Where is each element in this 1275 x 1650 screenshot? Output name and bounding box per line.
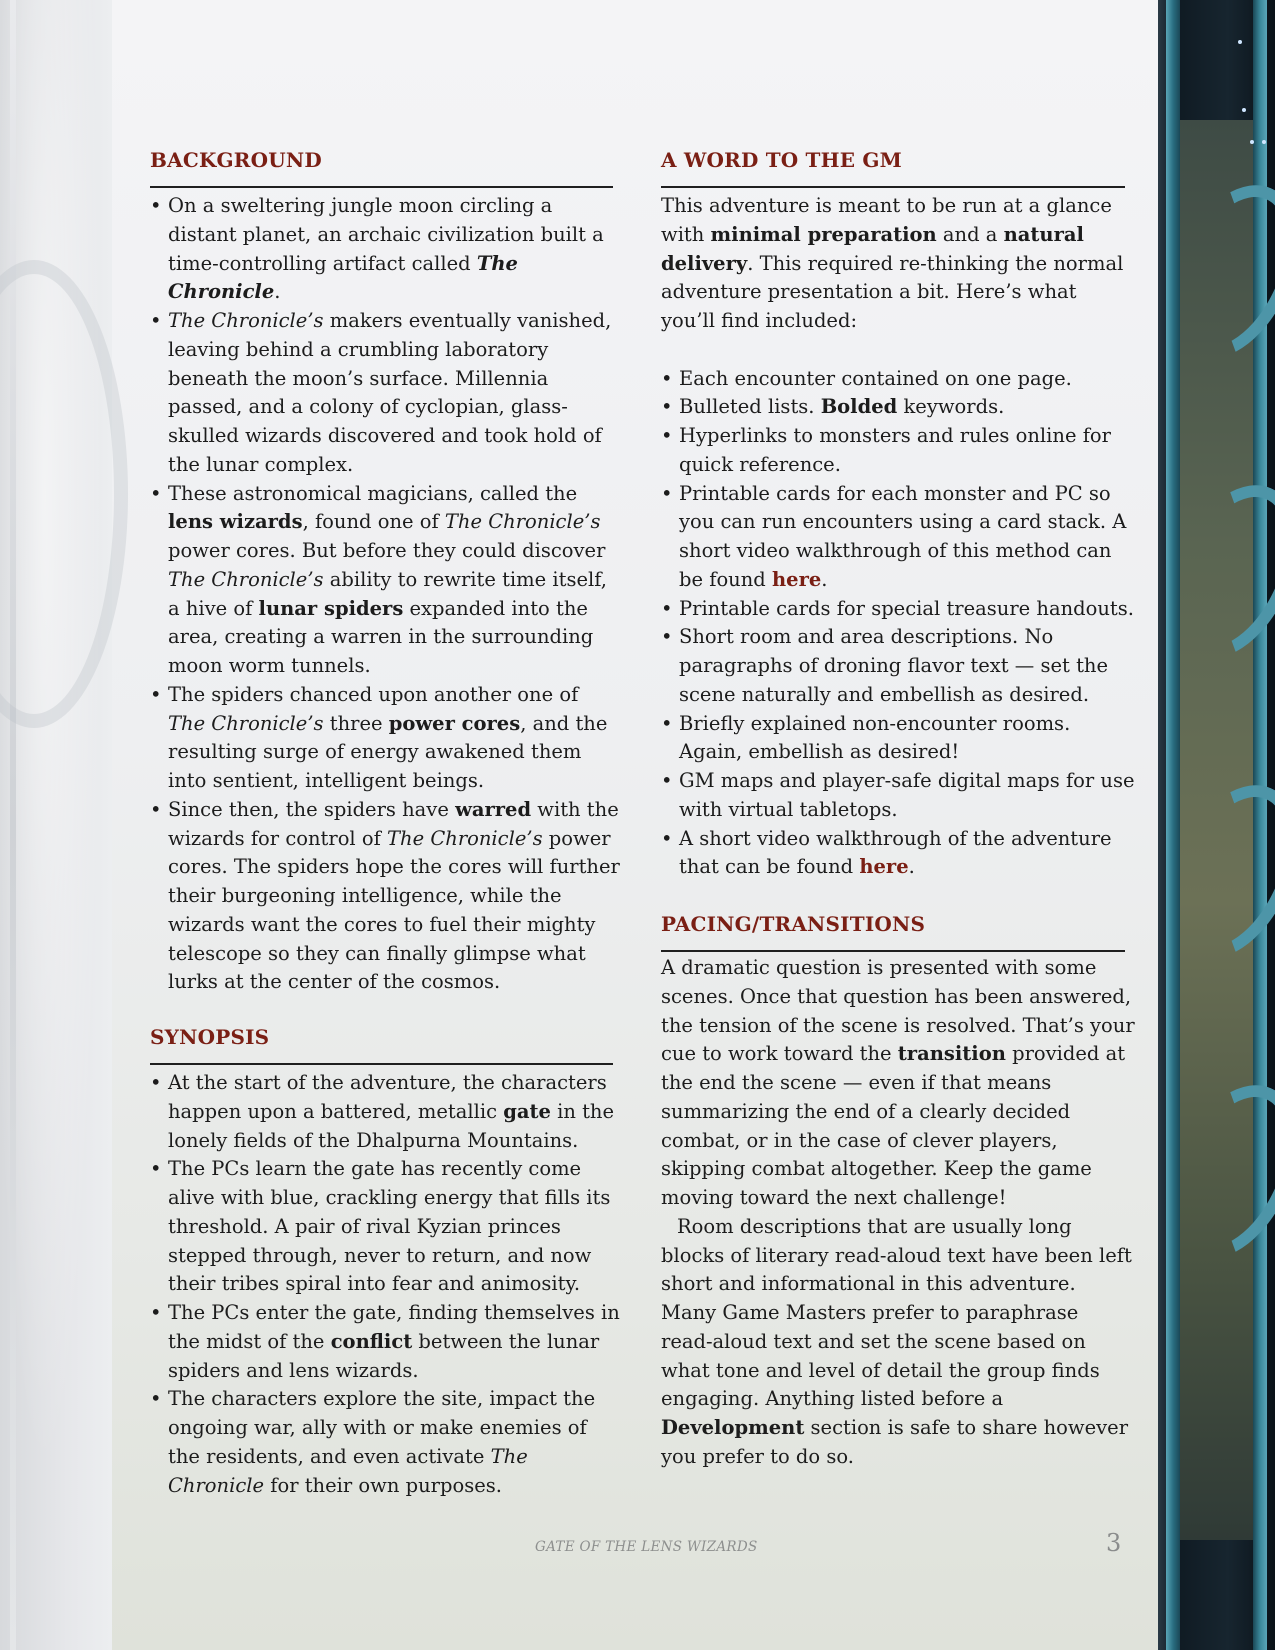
list-item: • Briefly explained non-encounter rooms. Again, embellish as desired! — [661, 710, 1135, 768]
pacing-rule — [661, 950, 1125, 952]
list-item: • These astronomical magicians, called the lens wizards, found one of The Chronicle’s power cores. But before they could discover The Chronicle’s ability to rewrite time itself, a hive of lunar spiders expanded into the area, creating a warren in the surrounding moon worm tunnels. — [150, 480, 620, 681]
pacing-section — [661, 954, 1135, 1472]
list-item: • GM maps and player-safe digital maps for use with virtual tabletops. — [661, 767, 1135, 825]
footer-title: GATE OF THE LENS WIZARDS — [535, 1539, 758, 1555]
star — [1250, 140, 1254, 144]
list-item: • The characters explore the site, impact the ongoing war, ally with or make enemies of the residents, and even activate The Chronicle for their own purposes. — [150, 1385, 620, 1500]
list-item: • On a sweltering jungle moon circling a distant planet, an archaic civilization built a time-controlling artifact called The Chronicle. — [150, 192, 620, 307]
background-heading: BACKGROUND — [150, 148, 322, 172]
list-item: • A short video walkthrough of the adventure that can be found here. — [661, 825, 1135, 883]
left-border-art — [0, 0, 112, 1650]
gm-heading: A WORD TO THE GM — [661, 148, 902, 172]
list-item: • The Chronicle’s makers eventually vanished, leaving behind a crumbling laboratory beneath the moon’s surface. Millennia passed, and a colony of cyclopian, glass-skulled wizards discovered and took hold of the lunar complex. — [150, 307, 620, 480]
star — [1238, 40, 1242, 44]
gm-intro: This adventure is meant to be run at a glance with minimal preparation and a natural delivery. This required re-thinking the normal adventure presentation a bit. Here’s what you’ll find included: — [661, 194, 1124, 332]
list-item: • Short room and area descriptions. No paragraphs of droning flavor text — set the scene naturally and embellish as desired. — [661, 623, 1135, 709]
list-item: • The PCs enter the gate, finding themselves in the midst of the conflict between the lunar spiders and lens wizards. — [150, 1299, 620, 1385]
pacing-paragraph: A dramatic question is presented with some scenes. Once that question has been answered, the tension of the scene is resolved. That’s your cue to work toward the transition provided at the end the scene — even if that means summarizing the end of a clearly decided combat, or in the case of clever players, skipping combat altogether. Keep the game moving toward the next challenge! — [661, 956, 1135, 1209]
here-link[interactable]: here — [771, 567, 822, 591]
synopsis-rule — [150, 1063, 613, 1065]
synopsis-list — [150, 1069, 620, 1500]
list-item: • Bulleted lists. Bolded keywords. — [661, 393, 1135, 422]
synopsis-heading: SYNOPSIS — [150, 1025, 270, 1049]
background-rule — [150, 186, 613, 188]
gm-rule — [661, 186, 1125, 188]
here-link[interactable]: here — [859, 855, 909, 879]
list-item: • Printable cards for each monster and PC so you can run encounters using a card stack. A short video walkthrough of this method can be found here. — [661, 480, 1135, 595]
list-item: • Since then, the spiders have warred with the wizards for control of The Chronicle’s power cores. The spiders hope the cores will further their burgeoning intelligence, while the wizards want the cores to fuel their mighty telescope so they can finally glimpse what lurks at the center of the cosmos. — [150, 796, 620, 997]
star — [1262, 140, 1266, 144]
border-rail — [1166, 0, 1180, 1650]
list-item: • The spiders chanced upon another one of The Chronicle’s three power cores, and the resulting surge of energy awakened them into sentient, intelligent beings. — [150, 681, 620, 796]
list-item: • At the start of the adventure, the characters happen upon a battered, metallic gate in the lonely fields of the Dhalpurna Mountains. — [150, 1069, 620, 1155]
pacing-paragraph: Room descriptions that are usually long blocks of literary read-aloud text have been left short and informational in this adventure. Many Game Masters prefer to paraphrase read-aloud text and set the scene based on what tone and level of detail the group finds engaging. Anything listed before a Development section is safe to share however you prefer to do so. — [661, 1214, 1132, 1468]
list-item: • Hyperlinks to monsters and rules online for quick reference. — [661, 422, 1135, 480]
list-item: • The PCs learn the gate has recently come alive with blue, crackling energy that fills its threshold. A pair of rival Kyzian princes stepped through, never to return, and now their tribes spiral into fear and animosity. — [150, 1155, 620, 1299]
list-item: • Each encounter contained on one page. — [661, 365, 1135, 394]
gm-section — [661, 192, 1135, 882]
star — [1242, 108, 1246, 112]
pacing-heading: PACING/TRANSITIONS — [661, 912, 926, 936]
background-list — [150, 192, 620, 997]
list-item: • Printable cards for special treasure handouts. — [661, 595, 1135, 624]
page-number: 3 — [1106, 1529, 1122, 1557]
right-border-art — [1158, 0, 1275, 1650]
